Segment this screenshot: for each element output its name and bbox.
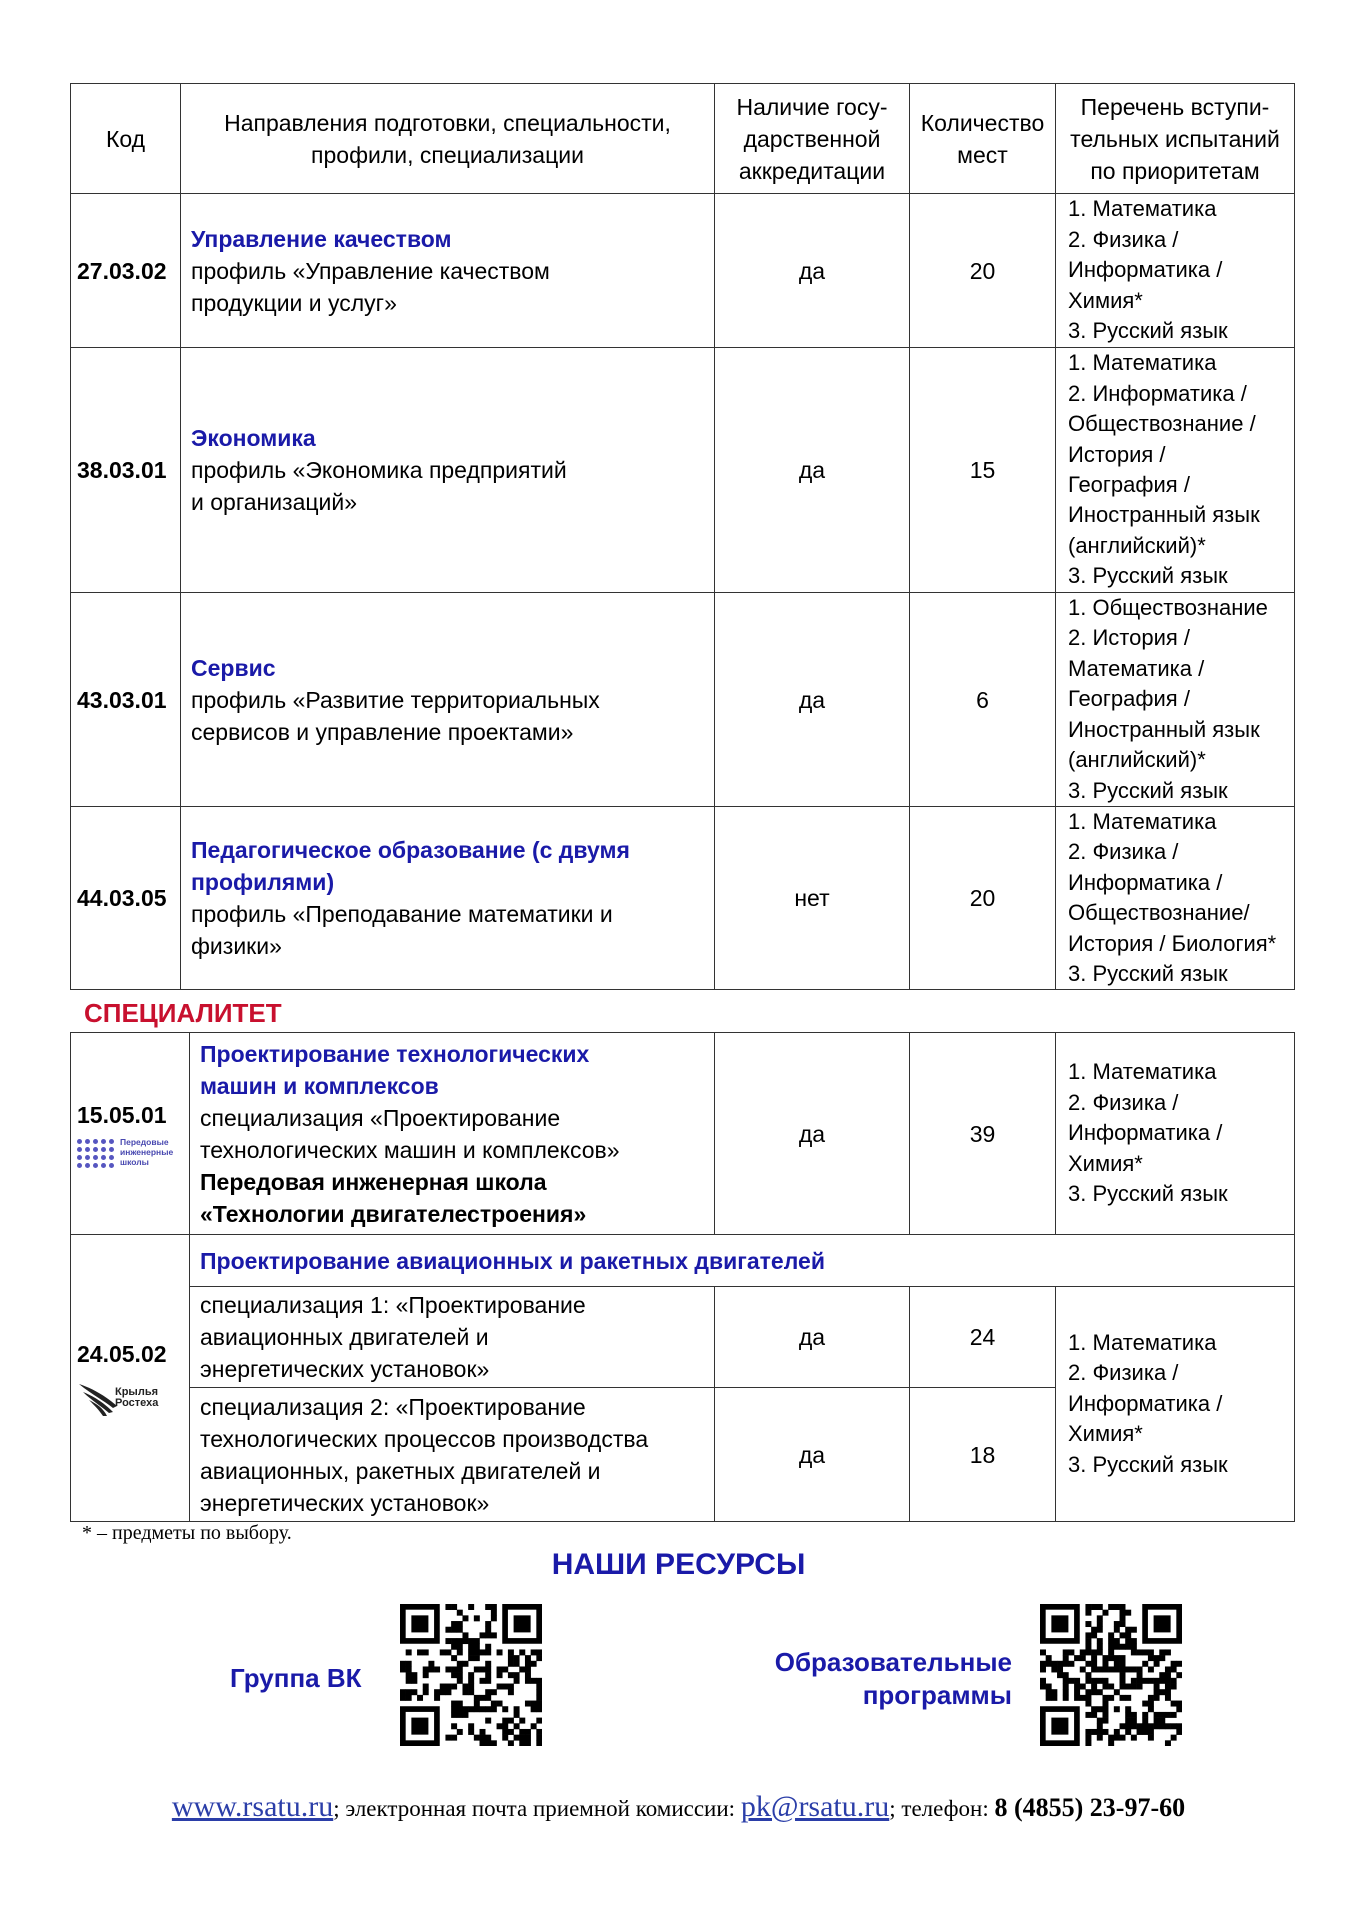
program-cell: Педагогическое образование (с двумя профилями) профиль «Преподавание математики и физики» <box>181 807 715 990</box>
direction-name: Управление качеством <box>191 225 452 252</box>
resources-title: НАШИ РЕСУРСЫ <box>551 1548 806 1581</box>
table-header-row <box>71 84 1295 194</box>
accreditation-value: нет <box>715 807 910 990</box>
table-row <box>71 807 1295 990</box>
program-cell: Управление качеством профиль «Управление качеством продукции и услуг» <box>181 194 715 348</box>
programs-table <box>70 83 1295 990</box>
places-value: 15 <box>910 348 1056 593</box>
dots-icon <box>77 1139 114 1168</box>
exams-list: 1. Математика 2. Физика / Информатика / Химия* 3. Русский язык <box>1056 1287 1295 1522</box>
places-value: 39 <box>910 1033 1056 1235</box>
table-row <box>71 348 1295 593</box>
exams-list: 1. Математика 2. Информатика / Обществознание / История / География / Иностранный язык (английский)* 3. Русский язык <box>1056 348 1295 593</box>
accreditation-value: да <box>715 1388 910 1522</box>
program-code: 27.03.02 <box>71 194 181 348</box>
exams-list: 1. Математика 2. Физика / Информатика / Обществознание/ История / Биология* 3. Русский язык <box>1056 807 1295 990</box>
specialty-table <box>70 1032 1295 1522</box>
vk-group-label: Группа ВК <box>230 1663 362 1693</box>
accreditation-value: да <box>715 194 910 348</box>
edu-programs-qr-code[interactable] <box>1040 1604 1182 1746</box>
program-cell: Сервис профиль «Развитие территориальных сервисов и управление проектами» <box>181 593 715 807</box>
program-code: 43.03.01 <box>71 593 181 807</box>
accreditation-value: да <box>715 348 910 593</box>
direction-name: Экономика <box>191 425 316 451</box>
specialization-1: специализация 1: «Проектирование авиационных двигателей и энергетических установок» <box>190 1287 715 1388</box>
specialization-2: специализация 2: «Проектирование технологических процессов производства авиационных, ракетных двигателей и энергетических установок» <box>190 1388 715 1522</box>
program-code: 44.03.05 <box>71 807 181 990</box>
header-code: Код <box>71 84 181 194</box>
program-cell: Экономика профиль «Экономика предприятий и организаций» <box>181 348 715 593</box>
table-row <box>71 1235 1295 1287</box>
program-code-cell <box>71 1033 190 1235</box>
table-row <box>71 194 1295 348</box>
advanced-engineering-schools-logo: Передовые инженерные школы <box>77 1137 189 1168</box>
places-value: 24 <box>910 1287 1056 1388</box>
edu-programs-label: Образовательные программы <box>774 1647 1012 1710</box>
table-row <box>71 593 1295 807</box>
header-accreditation: Наличие госу- дарственной аккредитации <box>715 84 910 194</box>
program-code: 15.05.01 <box>77 1102 167 1128</box>
program-name-row: Проектирование авиационных и ракетных двигателей <box>190 1235 1295 1287</box>
direction-name-line-2: профилями) <box>191 869 335 896</box>
section-title-specialty: СПЕЦИАЛИТЕТ <box>84 998 282 1028</box>
rostec-wings-logo: Крылья Ростеха <box>77 1378 189 1418</box>
direction-name-line-1: Педагогическое образование (с двумя <box>191 837 630 864</box>
accreditation-value: да <box>715 1287 910 1388</box>
header-program: Направления подготовки, специальности, профили, специализации <box>181 84 715 194</box>
exams-list: 1. Математика 2. Физика / Информатика / Химия* 3. Русский язык <box>1056 1033 1295 1235</box>
header-exams: Перечень вступи- тельных испытаний по приоритетам <box>1056 84 1295 194</box>
footer-contacts: www.rsatu.ru; электронная почта приемной комиссии: pk@rsatu.ru; телефон: 8 (4855) 23-97-60 <box>171 1790 1186 1823</box>
program-code-cell <box>71 1235 190 1522</box>
program-cell: Проектирование технологических машин и комплексов специализация «Проектирование технологических машин и комплексов» Передовая инженерная школа «Технологии двигателестроения» <box>190 1033 715 1235</box>
header-places: Количество мест <box>910 84 1056 194</box>
footnote: * – предметы по выбору. <box>82 1522 292 1544</box>
places-value: 18 <box>910 1388 1056 1522</box>
accreditation-value: да <box>715 593 910 807</box>
places-value: 20 <box>910 194 1056 348</box>
program-code: 24.05.02 <box>77 1341 167 1367</box>
exams-list: 1. Обществознание 2. История / Математика / География / Иностранный язык (английский)* 3. Русский язык <box>1056 593 1295 807</box>
accreditation-value: да <box>715 1033 910 1235</box>
site-link[interactable]: www.rsatu.ru <box>171 1790 334 1823</box>
direction-name: Сервис <box>191 654 276 681</box>
places-value: 20 <box>910 807 1056 990</box>
email-link[interactable]: pk@rsatu.ru <box>740 1790 890 1823</box>
table-row <box>71 1287 1295 1388</box>
phone-number: 8 (4855) 23-97-60 <box>994 1793 1186 1822</box>
places-value: 6 <box>910 593 1056 807</box>
program-code: 38.03.01 <box>71 348 181 593</box>
table-row <box>71 1033 1295 1235</box>
vk-qr-code[interactable] <box>400 1604 542 1746</box>
exams-list: 1. Математика 2. Физика / Информатика / Химия* 3. Русский язык <box>1056 194 1295 348</box>
